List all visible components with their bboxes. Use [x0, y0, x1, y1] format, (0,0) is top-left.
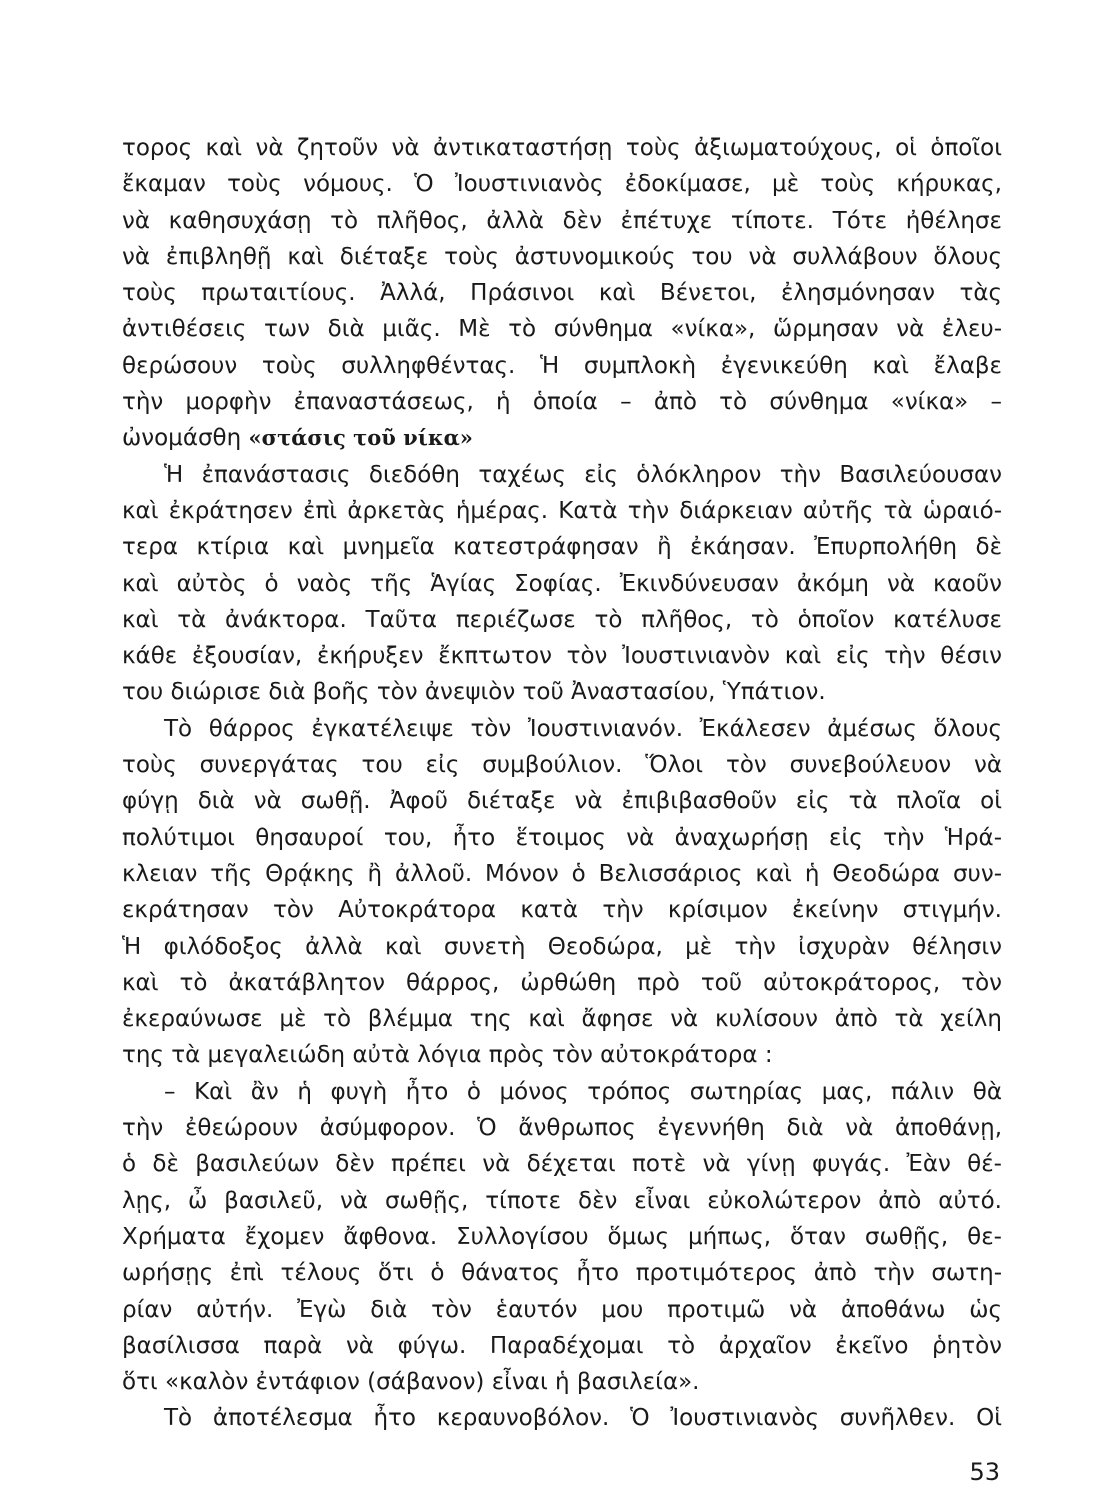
text-line-20: πολύτιμοι θησαυροί του, ἦτο ἕτοιμος νὰ ἀναχωρήσῃ εἰς τὴν Ἡρά-	[122, 824, 1002, 851]
text-line-8: τὴν μορφὴν ἐπαναστάσεως, ἡ ὁποία – ἀπὸ τὸ σύνθημα «νίκα» –	[122, 389, 1002, 416]
text-line-16: του διώρισε διὰ βοῆς τὸν ἀνεψιὸν τοῦ Ἀναστασίου, Ὑπάτιον.	[122, 679, 826, 706]
page-number: 53	[969, 1458, 1000, 1486]
text-line-31: Χρήματα ἔχομεν ἄφθονα. Συλλογίσου ὅμως μήπως, ὅταν σωθῇς, θε-	[122, 1223, 1002, 1250]
text-line-34: βασίλισσα παρὰ νὰ φύγω. Παραδέχομαι τὸ ἀρχαῖον ἐκεῖνο ῥητὸν	[122, 1332, 1002, 1359]
text-line-28: τὴν ἐθεώρουν ἀσύμφορον. Ὁ ἄνθρωπος ἐγεννήθη διὰ νὰ ἀποθάνῃ,	[122, 1115, 1002, 1142]
text-line-36: Τὸ ἀποτέλεσμα ἦτο κεραυνοβόλον. Ὁ Ἰουστινιανὸς συνῆλθεν. Οἱ	[164, 1405, 1002, 1432]
text-line-29: ὁ δὲ βασιλεύων δὲν πρέπει νὰ δέχεται ποτὲ νὰ γίνῃ φυγάς. Ἐὰν θέ-	[122, 1151, 1002, 1178]
text-line-35: ὅτι «καλὸν ἐντάφιον (σάβανον) εἶναι ἡ βασιλεία».	[122, 1369, 700, 1396]
text-line-21: κλειαν τῆς Θρᾴκης ἢ ἀλλοῦ. Μόνον ὁ Βελισσάριος καὶ ἡ Θεοδώρα συν-	[122, 860, 1002, 887]
text-line-3: νὰ καθησυχάσῃ τὸ πλῆθος, ἀλλὰ δὲν ἐπέτυχε τίποτε. Τότε ἠθέλησε	[122, 207, 1002, 234]
text-line-9	[122, 420, 1002, 456]
text-line-32: ωρήσῃς ἐπὶ τέλους ὅτι ὁ θάνατος ἦτο προτιμότερος ἀπὸ τὴν σωτη-	[122, 1260, 1002, 1287]
text-line-12: τερα κτίρια καὶ μνημεῖα κατεστράφησαν ἢ ἐκάησαν. Ἐπυρπολήθη δὲ	[122, 534, 1002, 561]
text-line-23: Ἡ φιλόδοξος ἀλλὰ καὶ συνετὴ Θεοδώρα, μὲ τὴν ἰσχυρὰν θέλησιν	[122, 933, 1002, 960]
text-line-24: καὶ τὸ ἀκατάβλητον θάρρος, ὠρθώθη πρὸ τοῦ αὐτοκράτορος, τὸν	[122, 969, 1002, 996]
text-line-33: ρίαν αὐτήν. Ἐγὼ διὰ τὸν ἑαυτόν μου προτιμῶ νὰ ἀποθάνω ὡς	[122, 1296, 1002, 1323]
text-line-11: καὶ ἐκράτησεν ἐπὶ ἀρκετὰς ἡμέρας. Κατὰ τὴν διάρκειαν αὐτῆς τὰ ὡραιό-	[122, 497, 1002, 524]
text-line-6: ἀντιθέσεις των διὰ μιᾶς. Μὲ τὸ σύνθημα «νίκα», ὥρμησαν νὰ ἐλευ-	[122, 316, 1002, 343]
text-line-17: Τὸ θάρρος ἐγκατέλειψε τὸν Ἰουστινιανόν. Ἐκάλεσεν ἀμέσως ὅλους	[164, 715, 1002, 742]
text-line-22: εκράτησαν τὸν Αὐτοκράτορα κατὰ τὴν κρίσιμον ἐκείνην στιγμήν.	[122, 897, 1002, 924]
text-line-19: φύγῃ διὰ νὰ σωθῇ. Ἀφοῦ διέταξε νὰ ἐπιβιβασθοῦν εἰς τὰ πλοῖα οἱ	[122, 788, 1002, 815]
text-line-7: θερώσουν τοὺς συλληφθέντας. Ἡ συμπλοκὴ ἐγενικεύθη καὶ ἔλαβε	[122, 352, 1002, 379]
text-line-9-prefix: ὠνομάσθη	[122, 425, 249, 452]
text-line-1: τορος καὶ νὰ ζητοῦν νὰ ἀντικαταστήσῃ τοὺς ἀξιωματούχους, οἱ ὁποῖοι	[122, 135, 1002, 161]
book-page-text	[122, 130, 1002, 1437]
text-line-27: – Καὶ ἂν ἡ φυγὴ ἦτο ὁ μόνος τρόπος σωτηρίας μας, πάλιν θὰ	[164, 1078, 1002, 1105]
text-line-2: ἔκαμαν τοὺς νόμους. Ὁ Ἰουστινιανὸς ἐδοκίμασε, μὲ τοὺς κήρυκας,	[122, 171, 1002, 198]
text-line-25: ἐκεραύνωσε μὲ τὸ βλέμμα της καὶ ἄφησε νὰ κυλίσουν ἀπὸ τὰ χείλη	[122, 1006, 1002, 1033]
text-line-30: λῃς, ὦ βασιλεῦ, νὰ σωθῇς, τίποτε δὲν εἶναι εὐκολώτερον ἀπὸ αὐτό.	[122, 1187, 1002, 1214]
text-line-4: νὰ ἐπιβληθῇ καὶ διέταξε τοὺς ἀστυνομικούς του νὰ συλλάβουν ὅλους	[122, 243, 1002, 270]
text-line-18: τοὺς συνεργάτας του εἰς συμβούλιον. Ὅλοι τὸν συνεβούλευον νὰ	[122, 752, 1002, 779]
text-line-26: της τὰ μεγαλειώδη αὐτὰ λόγια πρὸς τὸν αὐτοκράτορα :	[122, 1042, 773, 1069]
text-line-15: κάθε ἐξουσίαν, ἐκήρυξεν ἔκπτωτον τὸν Ἰουστινιανὸν καὶ εἰς τὴν θέσιν	[122, 643, 1002, 670]
text-line-10: Ἡ ἐπανάστασις διεδόθη ταχέως εἰς ὁλόκληρον τὴν Βασιλεύουσαν	[164, 461, 1002, 488]
text-line-14: καὶ τὰ ἀνάκτορα. Ταῦτα περιέζωσε τὸ πλῆθος, τὸ ὁποῖον κατέλυσε	[122, 606, 1002, 633]
text-line-13: καὶ αὐτὸς ὁ ναὸς τῆς Ἁγίας Σοφίας. Ἐκινδύνευσαν ἀκόμη νὰ καοῦν	[122, 570, 1002, 597]
stasis-tou-nika-term: «στάσις τοῦ νίκα»	[248, 425, 473, 451]
text-line-5: τοὺς πρωταιτίους. Ἀλλά, Πράσινοι καὶ Βένετοι, ἐλησμόνησαν τὰς	[122, 280, 1002, 307]
